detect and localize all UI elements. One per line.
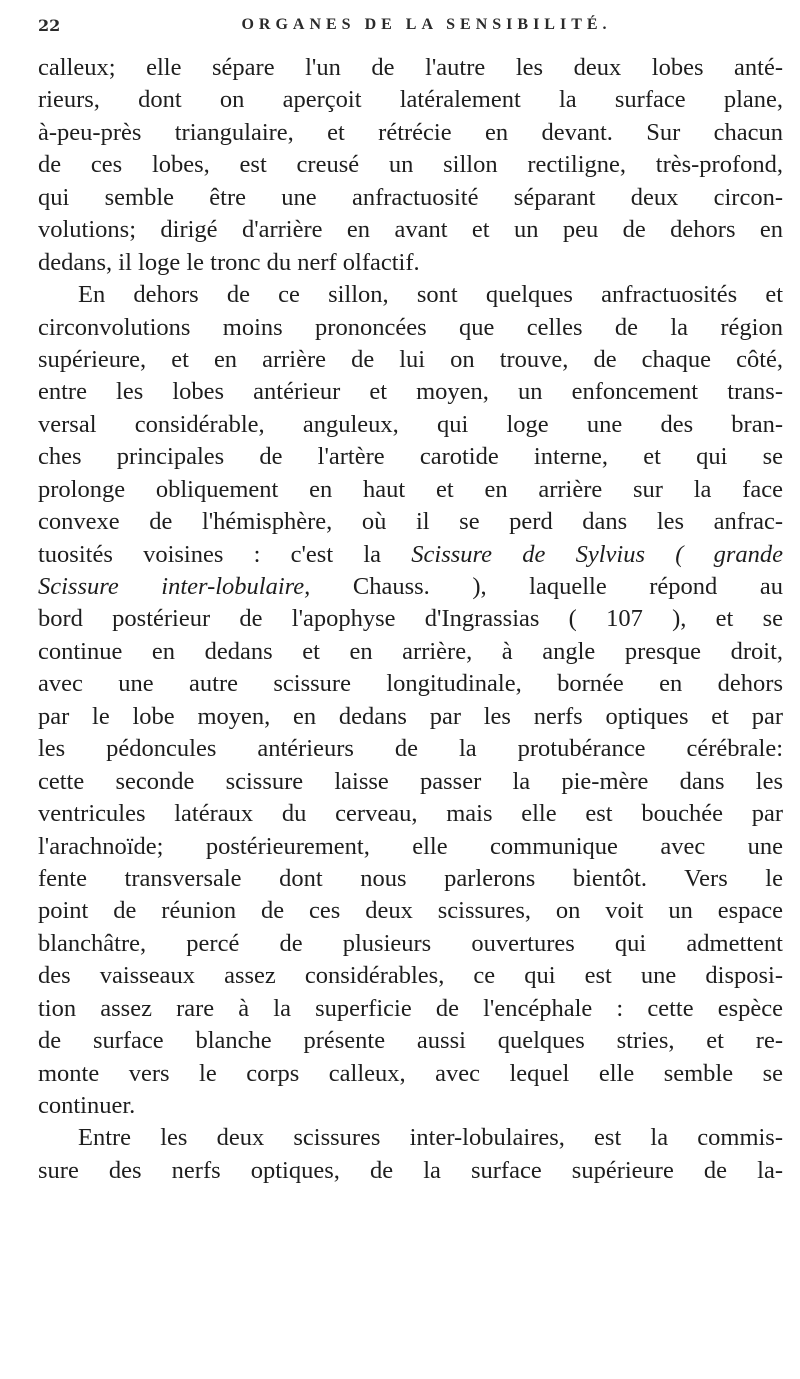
text-line-2: rieurs, dont on aperçoit latéralement la surface plane, bbox=[38, 86, 783, 114]
text-line-17-roman: Chauss. ), laquelle répond au bbox=[310, 573, 783, 600]
text-line-33: continuer. bbox=[38, 1092, 136, 1119]
text-line-4: de ces lobes, est creusé un sillon rectiligne, très-profond, bbox=[38, 151, 783, 179]
scissure-inter-lobulaire-term: Scissure inter-lobulaire, bbox=[38, 573, 311, 600]
text-line-20: avec une autre scissure longitudinale, bornée en dehors bbox=[38, 670, 783, 698]
text-line-30: tion assez rare à la superficie de l'encéphale : cette espèce bbox=[38, 994, 783, 1022]
text-line-23: cette seconde scissure laisse passer la pie-mère dans les bbox=[38, 767, 783, 795]
text-line-26: fente transversale dont nous parlerons bientôt. Vers le bbox=[38, 864, 783, 892]
page-header bbox=[38, 8, 783, 42]
text-line-18: bord postérieur de l'apophyse d'Ingrassias ( 107 ), et se bbox=[38, 605, 783, 633]
text-line-5: qui semble être une anfractuosité séparant deux circon- bbox=[38, 183, 783, 211]
text-line-31: de surface blanche présente aussi quelques stries, et re- bbox=[38, 1027, 783, 1055]
text-line-16 bbox=[38, 539, 783, 571]
scissure-de-sylvius-term: Scissure de Sylvius ( grande bbox=[411, 540, 783, 568]
text-line-19: continue en dedans et en arrière, à angle presque droit, bbox=[38, 637, 783, 665]
text-line-25: l'arachnoïde; postérieurement, elle communique avec une bbox=[38, 832, 783, 860]
text-line-13: ches principales de l'artère carotide interne, et qui se bbox=[38, 443, 783, 471]
text-line-11: entre les lobes antérieur et moyen, un enfoncement trans- bbox=[38, 378, 783, 406]
text-line-35: sure des nerfs optiques, de la surface supérieure de la- bbox=[38, 1156, 783, 1184]
text-line-15: convexe de l'hémisphère, où il se perd dans les anfrac- bbox=[38, 508, 783, 536]
text-line-6: volutions; dirigé d'arrière en avant et un peu de dehors en bbox=[38, 216, 783, 244]
text-line-12: versal considérable, anguleux, qui loge une des bran- bbox=[38, 410, 783, 438]
text-line-27: point de réunion de ces deux scissures, on voit un espace bbox=[38, 897, 783, 925]
text-line-34: Entre les deux scissures inter-lobulaires, est la commis- bbox=[78, 1124, 783, 1152]
text-line-7: dedans, il loge le tronc du nerf olfactif. bbox=[38, 248, 420, 276]
text-line-8: En dehors de ce sillon, sont quelques anfractuosités et bbox=[78, 281, 783, 309]
text-line-29: des vaisseaux assez considérables, ce qui est une disposi- bbox=[38, 962, 783, 990]
text-line-24: ventricules latéraux du cerveau, mais elle est bouchée par bbox=[38, 800, 783, 828]
text-line-32: monte vers le corps calleux, avec lequel elle semble se bbox=[38, 1059, 783, 1087]
text-line-10: supérieure, et en arrière de lui on trouve, de chaque côté, bbox=[38, 345, 783, 373]
text-line-14: prolonge obliquement en haut et en arrière sur la face bbox=[38, 475, 783, 503]
text-line-16-roman: tuosités voisines : c'est la bbox=[38, 540, 412, 568]
text-line-22: les pédoncules antérieurs de la protubérance cérébrale: bbox=[38, 735, 783, 763]
text-line-9: circonvolutions moins prononcées que celles de la région bbox=[38, 313, 783, 341]
text-line-1: calleux; elle sépare l'un de l'autre les deux lobes anté- bbox=[38, 54, 783, 81]
text-line-17 bbox=[38, 571, 783, 603]
running-title: ORGANES DE LA SENSIBILITÉ. bbox=[241, 16, 612, 33]
body-text bbox=[38, 52, 783, 1187]
page-number: 22 bbox=[38, 15, 61, 35]
text-line-21: par le lobe moyen, en dedans par les nerfs optiques et par bbox=[38, 702, 783, 730]
text-line-28: blanchâtre, percé de plusieurs ouvertures qui admettent bbox=[38, 929, 783, 957]
text-line-3: à-peu-près triangulaire, et rétrécie en devant. Sur chacun bbox=[38, 118, 783, 146]
